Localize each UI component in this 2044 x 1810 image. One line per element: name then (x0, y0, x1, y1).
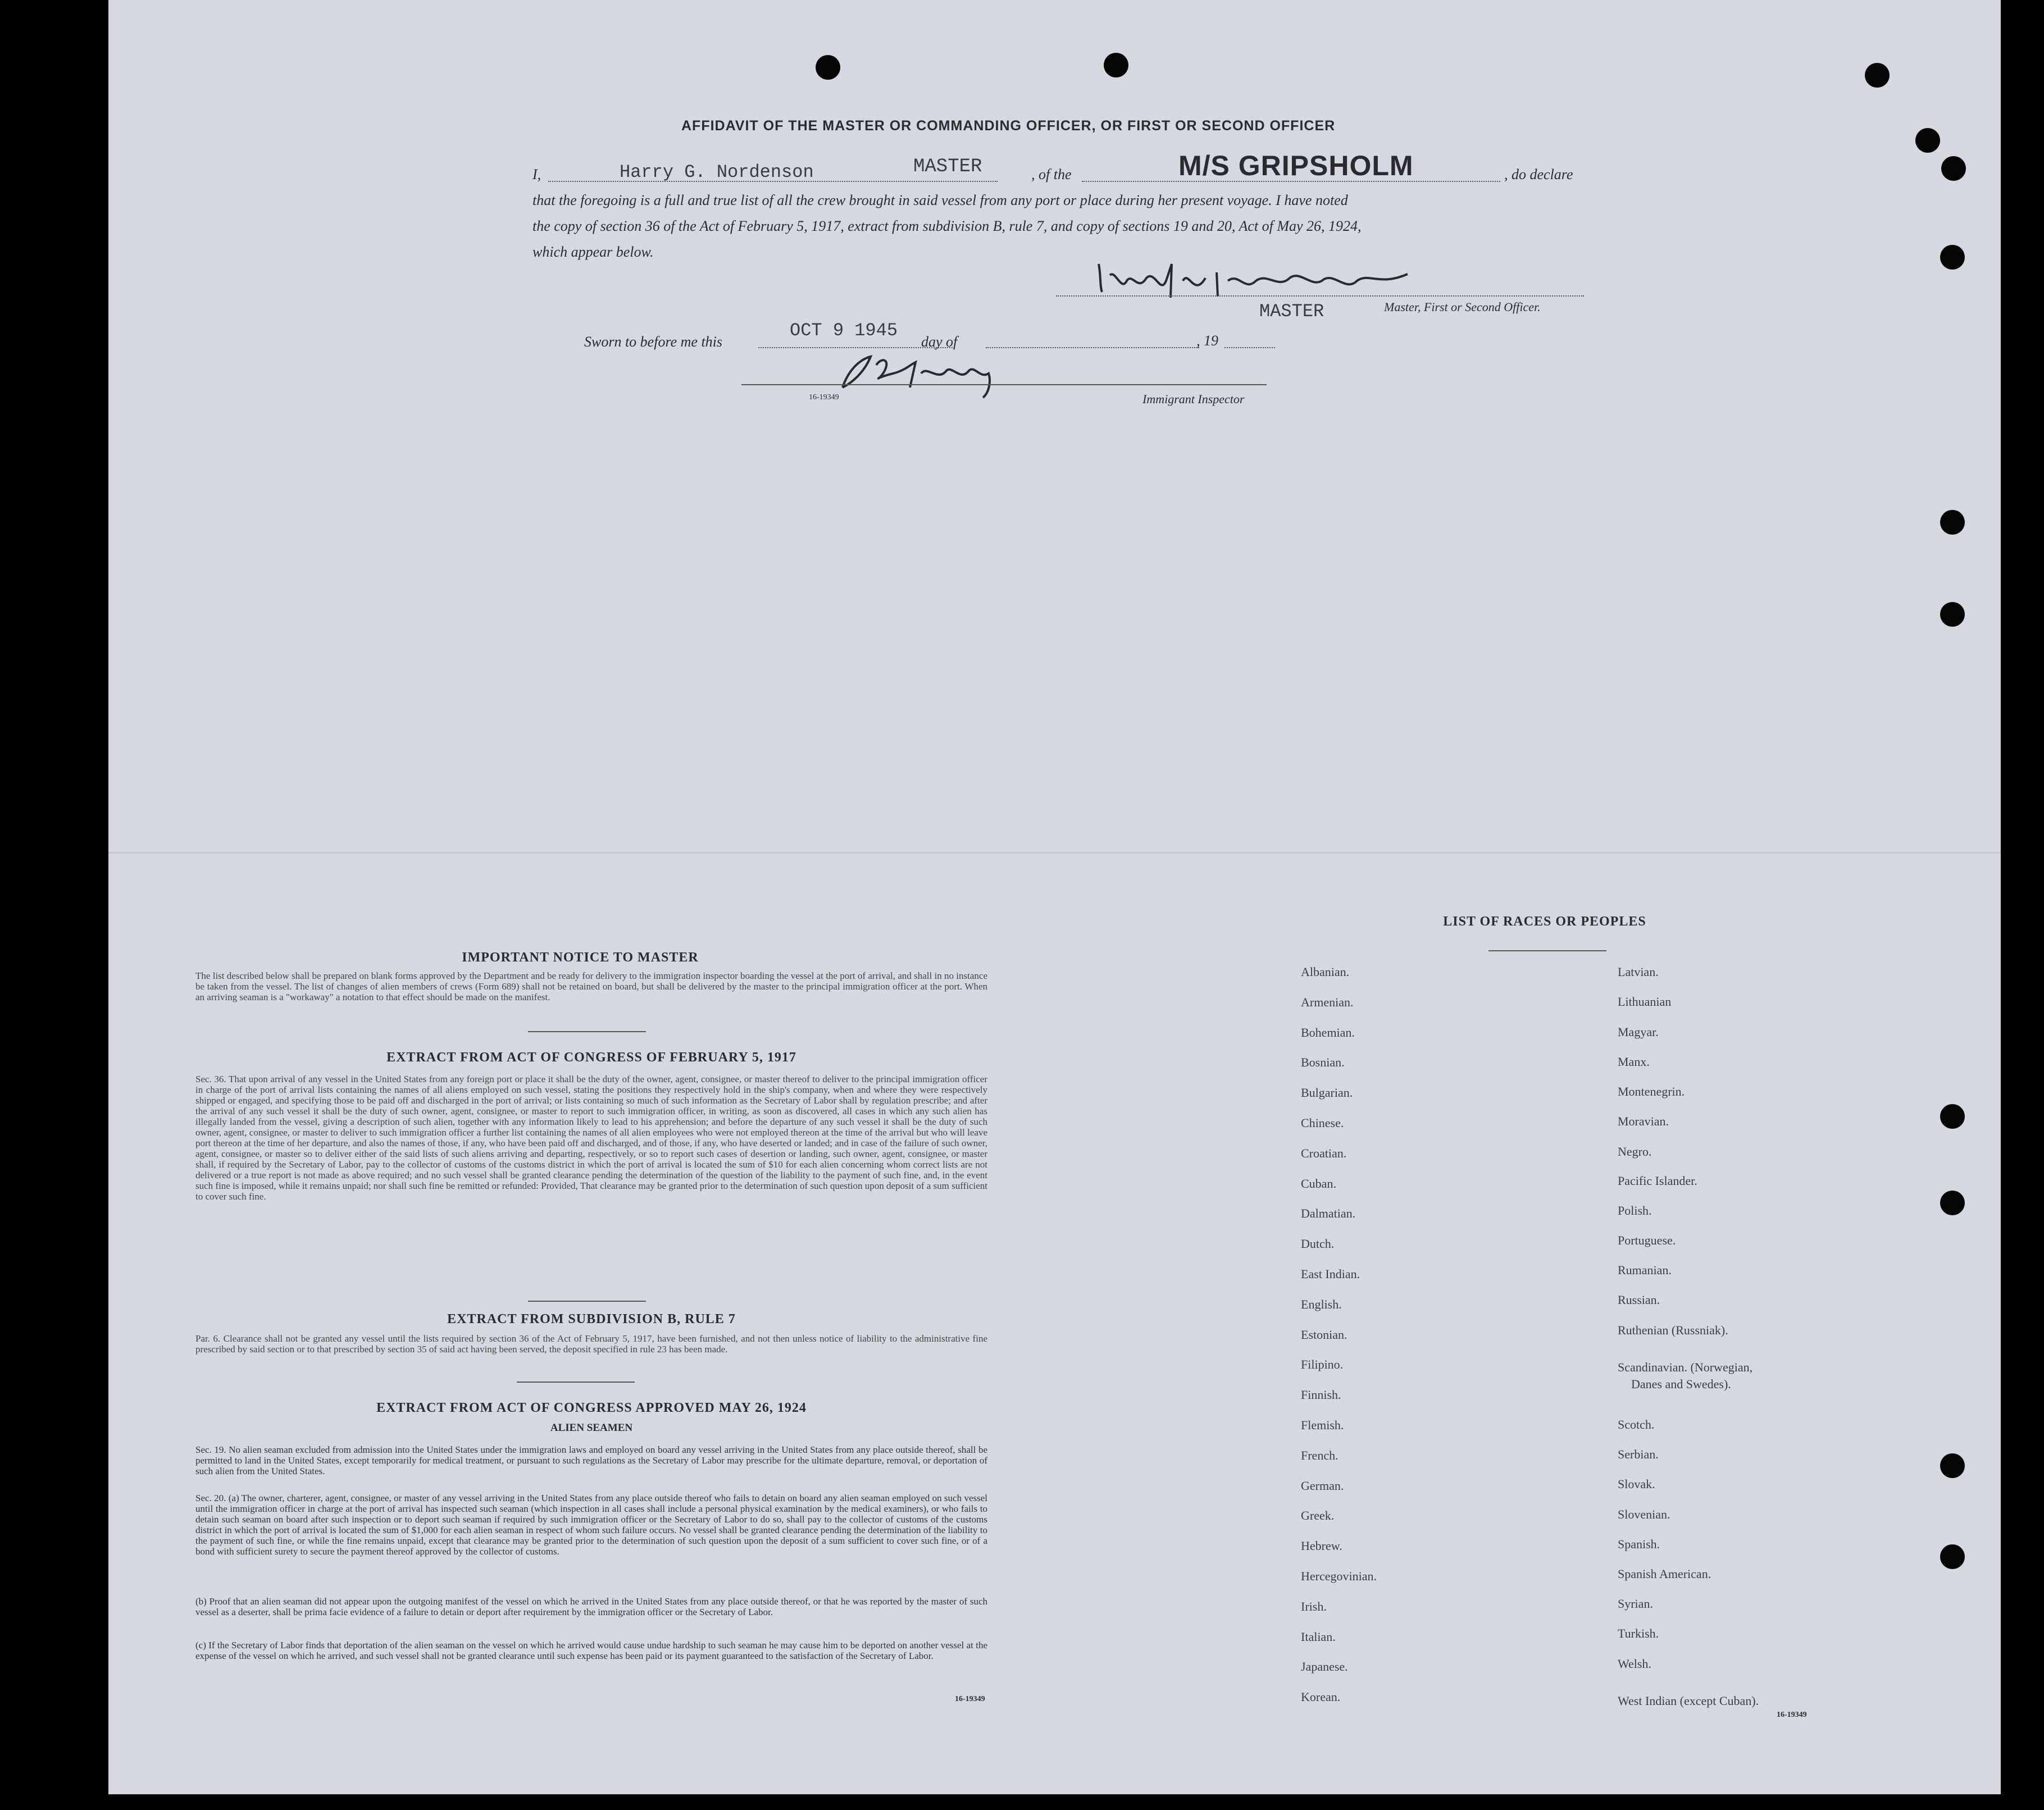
race-item: Negro. (1618, 1145, 1652, 1159)
race-item: Italian. (1301, 1629, 1336, 1644)
day-of-label: day of (921, 334, 958, 350)
extract-form-number: 16-19349 (955, 1695, 985, 1703)
punch-hole (1915, 128, 1940, 153)
race-item: Bulgarian. (1301, 1086, 1353, 1100)
rule7-title: EXTRACT FROM SUBDIVISION B, RULE 7 (447, 1312, 736, 1326)
race-item: Dutch. (1301, 1237, 1335, 1251)
race-item: Spanish American. (1618, 1567, 1711, 1581)
of-the-label: , of the (1031, 166, 1072, 183)
affidavit-body-2: the copy of section 36 of the Act of February 5, 1917, extract from subdivision B, rule 7, and copy of sections 19 and 20, Act of May 26, 1924, (532, 218, 1362, 234)
punch-hole (1940, 1544, 1965, 1569)
race-item: Bosnian. (1301, 1055, 1345, 1070)
inspector-signature-line (741, 384, 1267, 385)
sworn-label: Sworn to before me this (584, 334, 723, 350)
race-item: Flemish. (1301, 1418, 1344, 1432)
race-item: Turkish. (1618, 1626, 1659, 1640)
divider (528, 1031, 646, 1032)
race-item: Polish. (1618, 1203, 1652, 1218)
punch-hole (1104, 53, 1128, 77)
notice-title: IMPORTANT NOTICE TO MASTER (462, 950, 699, 965)
race-item: Magyar. (1618, 1025, 1659, 1039)
notice-text: The list described below shall be prepared on blank forms approved by the Department and be ready for delivery to the immigration inspector boarding the vessel at the port of arrival, and shall in no instance be taken from the vessel. The list of changes of alien members of crews (Form 689) shall not be retained on board, but shall be delivered by the master to the principal immigration officer at the port. When an arriving seaman is a "workaway" a notation to that effect should be made on the manifest. (195, 970, 987, 1002)
master-signature-line (1056, 295, 1584, 297)
extract1924-subtitle: ALIEN SEAMEN (550, 1422, 633, 1434)
race-item: Syrian. (1618, 1597, 1653, 1611)
punch-hole (1940, 1191, 1965, 1215)
punch-hole (1940, 602, 1965, 627)
race-item: Cuban. (1301, 1176, 1336, 1191)
race-item: Bohemian. (1301, 1025, 1355, 1040)
sworn-date: OCT 9 1945 (790, 320, 898, 341)
race-item: Slovak. (1618, 1477, 1655, 1491)
sec20b-text: (b) Proof that an alien seaman did not appear upon the outgoing manifest of the vessel on which he arrived in the United States from any place outside thereof, or that he was reported by the master of such vessel as a deserter, shall be prima facie evidence of a failure to detain or deport after requirement by the immigration officer or the Secretary of Labor. (195, 1596, 987, 1617)
do-declare-label: , do declare (1504, 166, 1573, 183)
race-item: Russian. (1618, 1293, 1660, 1307)
races-title: LIST OF RACES OR PEOPLES (1443, 914, 1646, 929)
race-item: Korean. (1301, 1690, 1341, 1704)
race-item: Scandinavian. (Norwegian, (1618, 1360, 1753, 1374)
affidavit-title: AFFIDAVIT OF THE MASTER OR COMMANDING OFFICER, OR FIRST OR SECOND OFFICER (681, 118, 1336, 134)
race-item: Finnish. (1301, 1388, 1341, 1402)
affidavit-body-3: which appear below. (532, 244, 654, 260)
race-item: Dalmatian. (1301, 1206, 1356, 1221)
extract1917-title: EXTRACT FROM ACT OF CONGRESS OF FEBRUARY 5, 1917 (386, 1050, 796, 1065)
race-item: Japanese. (1301, 1659, 1348, 1674)
divider (1488, 950, 1606, 951)
rank-typed: MASTER (913, 156, 982, 177)
race-item: Portuguese. (1618, 1233, 1676, 1247)
signature-caption: Master, First or Second Officer. (1384, 300, 1541, 314)
punch-hole (1940, 245, 1965, 270)
master-signature (1093, 253, 1430, 309)
race-item: Greek. (1301, 1508, 1335, 1523)
race-item: Filipino. (1301, 1357, 1344, 1372)
sec20c-text: (c) If the Secretary of Labor finds that deportation of the alien seaman on the vessel on which he arrived would cause undue hardship to such seaman he may cause him to be deported on another vessel at the expense of the vessel on which he arrived, and such vessel shall not be granted clearance until such expense has been paid or its payment guaranteed to the satisfaction of the Secretary of Labor. (195, 1640, 987, 1661)
punch-hole (1940, 1453, 1965, 1478)
punch-hole (1941, 156, 1966, 181)
extract1917-text: Sec. 36. That upon arrival of any vessel in the United States from any foreign port or place it shall be the duty of the owner, agent, consignee, or master thereof to deliver to the principal immigration officer in charge of the port of arrival lists containing the names of all aliens employed on such vessel, stating the positions they respectively hold in the ship's company, when and where they were respectively shipped or engaged, and specifying those to be paid off and discharged in the port of arrival; or lists containing so much of such information as the Secretary of Labor shall by regulation prescribe; and after the arrival of any such vessel it shall be the duty of such owner, agent, consignee, or master to report to such immigration officer, in writing, as soon as discovered, all cases in which any such alien has illegally landed from the vessel, giving a description of such alien, together with any information likely to lead to his apprehension; and before the departure of any such vessel it shall be the duty of such owner, agent, consignee, or master to deliver to such immigration officer a further list containing the names of all alien employees who were not employed thereon at the time of the arrival but who will leave port thereon at the time of her departure, and also the names of those, if any, who have been paid off and discharged, and of those, if any, who have deserted or landed; and in case of the failure of such owner, agent, consignee, or master so to deliver either of the said lists of such aliens arriving and departing, respectively, or so to report such cases of desertion or landing, such owner, agent, consignee, or master shall, if required by the Secretary of Labor, pay to the collector of customs of the customs district in which the port of arrival is located the sum of $10 for each alien concerning whom correct lists are not delivered or a true report is not made as above required; and no such vessel shall be granted clearance pending the determination of the question of the liability to the payment of such fine, and, in the event such fine is imposed, while it remains unpaid; nor shall such fine be remitted or refunded: Provided, That clearance may be granted prior to the determination of such question upon deposit of a sum sufficient to cover such fine. (195, 1074, 988, 1202)
punch-hole (816, 55, 840, 80)
races-form-number: 16-19349 (1777, 1711, 1807, 1719)
rule7-text: Par. 6. Clearance shall not be granted any vessel until the lists required by section 36 of the Act of February 5, 1917, have been furnished, and not then unless notice of liability to the administrative fine prescribed by said section or to that prescribed by section 35 of said act having been served, the deposit specified in rule 23 has been made. (195, 1333, 987, 1355)
race-item: Manx. (1618, 1055, 1650, 1069)
punch-hole (1940, 1104, 1965, 1129)
sec20a-text: Sec. 20. (a) The owner, charterer, agent, consignee, or master of any vessel arriving in the United States from any place outside thereof who fails to detain on board any alien seaman employed on such vessel until the immigration officer in charge at the port of arrival has inspected such seaman (which inspection in all cases shall include a personal physical examination by the medical examiners), or who fails to detain such seaman on board after such inspection or to deport such seaman if required by such immigration officer or the Secretary of Labor to do so, shall pay to the collector of customs of the customs district in which the port of arrival is located the sum of $1,000 for each alien seaman in respect of whom such failure occurs. No vessel shall be granted clearance pending the determination of the liability to the payment of such fine, or while the fine remains unpaid, except that clearance may be granted prior to the determination of such question upon the deposit of a sum sufficient to cover such fine, or of a bond with sufficient surety to secure the payment thereof approved by the collector of customs. (195, 1493, 987, 1557)
month-line (986, 347, 1199, 348)
i-label: I, (532, 166, 541, 183)
race-item: Montenegrin. (1618, 1084, 1685, 1098)
race-item: Spanish. (1618, 1537, 1660, 1551)
extract1924-title: EXTRACT FROM ACT OF CONGRESS APPROVED MAY 26, 1924 (376, 1401, 807, 1415)
race-item: East Indian. (1301, 1267, 1360, 1281)
race-item: French. (1301, 1448, 1339, 1462)
race-item: Latvian. (1618, 965, 1659, 979)
vessel-name: M/S GRIPSHOLM (1178, 150, 1414, 181)
race-item: Pacific Islander. (1618, 1174, 1697, 1188)
divider (528, 1301, 646, 1302)
race-scandinavian-cont: Danes and Swedes). (1631, 1377, 1731, 1391)
race-item: Estonian. (1301, 1327, 1348, 1342)
race-item: Serbian. (1618, 1447, 1659, 1461)
race-item: Irish. (1301, 1599, 1327, 1613)
race-item: German. (1301, 1478, 1344, 1493)
race-item: English. (1301, 1297, 1342, 1311)
master-name: Harry G. Nordenson (620, 162, 814, 183)
race-item: Lithuanian (1618, 995, 1672, 1009)
divider (517, 1382, 635, 1383)
race-item: West Indian (except Cuban). (1618, 1694, 1759, 1708)
race-item: Chinese. (1301, 1116, 1344, 1130)
affidavit-form-number: 16-19349 (809, 393, 839, 402)
year-label: , 19 (1196, 332, 1218, 349)
race-item: Croatian. (1301, 1146, 1347, 1160)
race-item: Hebrew. (1301, 1539, 1342, 1553)
race-item: Welsh. (1618, 1657, 1651, 1671)
year-line (1224, 347, 1275, 348)
inspector-signature (826, 348, 1005, 399)
race-item: Hercegovinian. (1301, 1569, 1377, 1583)
race-item: Ruthenian (Russniak). (1618, 1323, 1728, 1337)
race-item: Rumanian. (1618, 1263, 1672, 1277)
punch-hole (1865, 63, 1890, 88)
inspector-caption: Immigrant Inspector (1142, 392, 1245, 406)
signature-rank: MASTER (1259, 301, 1324, 322)
race-item: Slovenian. (1618, 1507, 1670, 1521)
race-item: Scotch. (1618, 1417, 1655, 1431)
fold-line (108, 852, 2001, 854)
race-item: Moravian. (1618, 1114, 1669, 1128)
affidavit-body-1: that the foregoing is a full and true list of all the crew brought in said vessel from any port or place during her present voyage. I have noted (532, 192, 1348, 208)
sec19-text: Sec. 19. No alien seaman excluded from admission into the United States under the immigration laws and employed on board any vessel arriving in the United States from any place outside thereof, shall be permitted to land in the United States, except temporarily for medical treatment, or pursuant to such regulations as the Secretary of Labor may prescribe for the ultimate departure, removal, or deportation of such alien from the United States. (195, 1444, 987, 1476)
race-item: Armenian. (1301, 995, 1354, 1009)
race-item: Albanian. (1301, 965, 1350, 979)
punch-hole (1940, 510, 1965, 535)
